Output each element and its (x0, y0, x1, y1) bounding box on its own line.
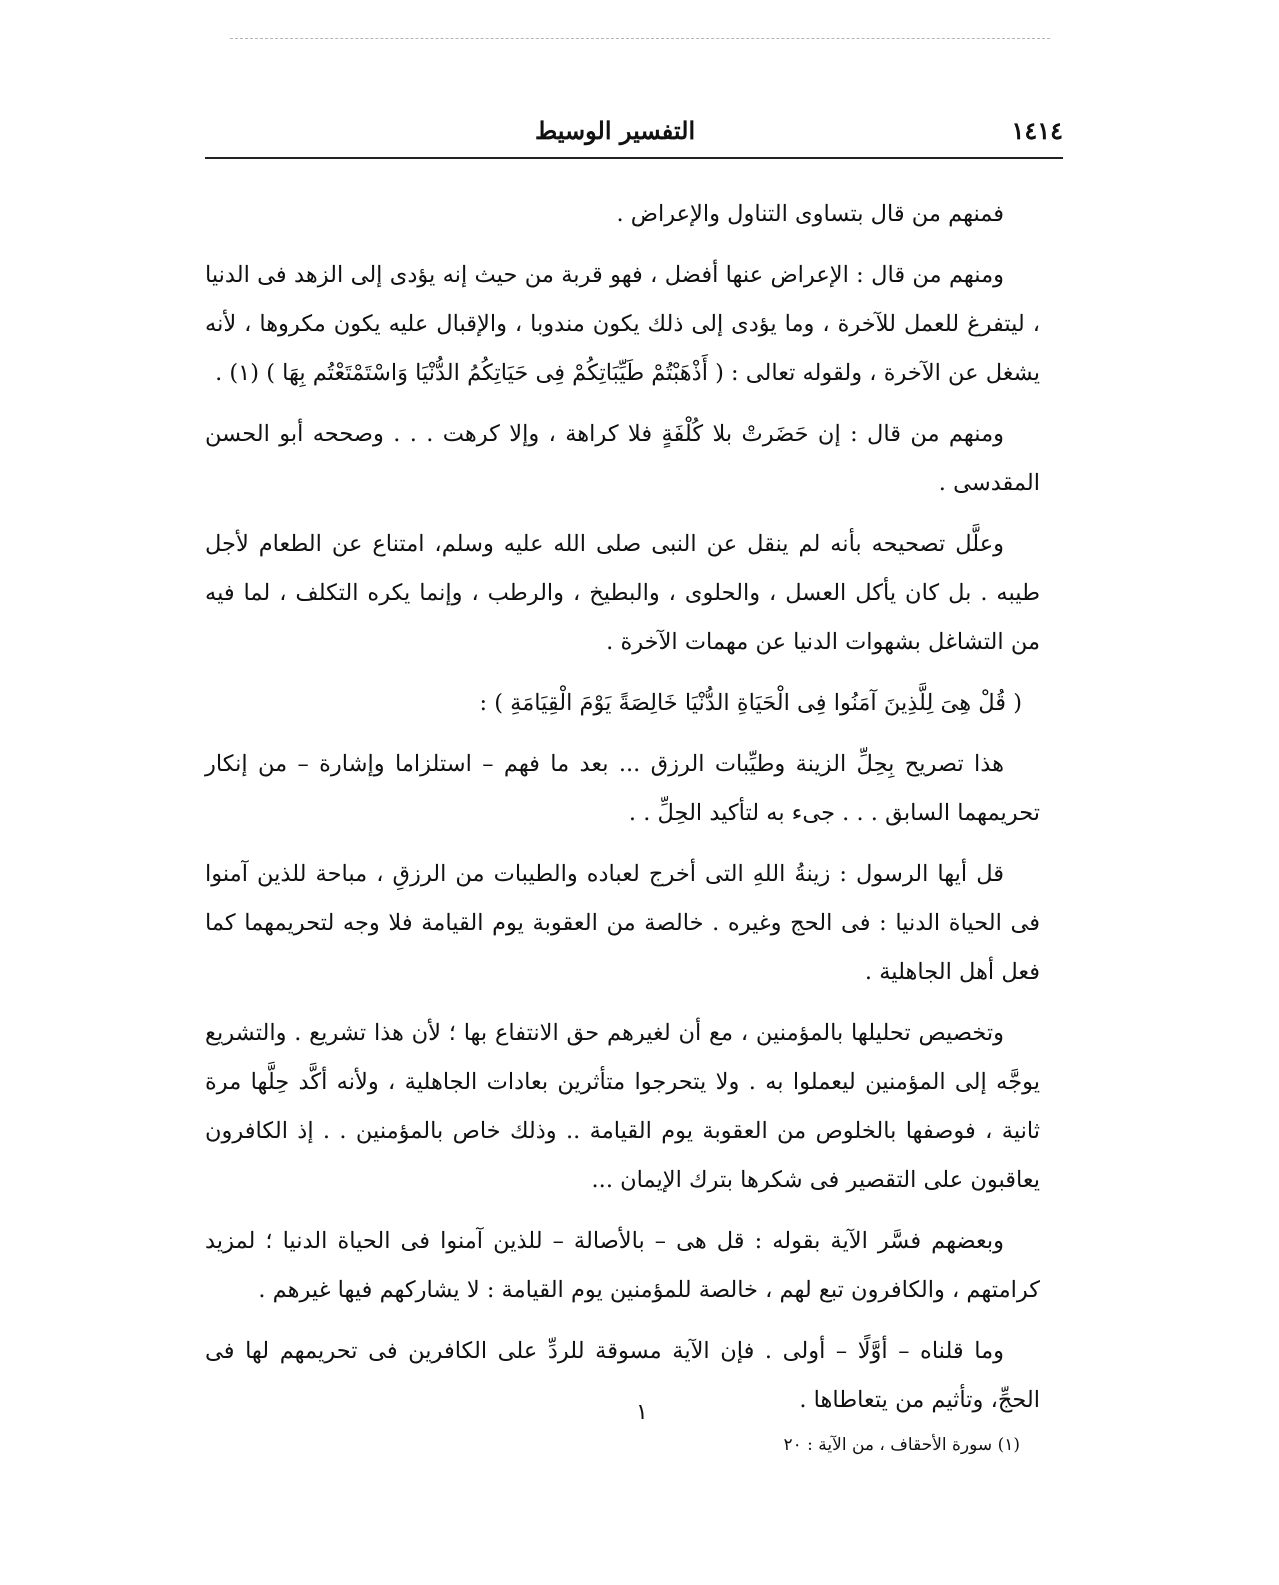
quran-verse: ( قُلْ هِىَ لِلَّذِينَ آمَنُوا فِى الْحَيَاةِ الدُّنْيَا خَالِصَةً يَوْمَ الْقِيَامَةِ ) : (479, 690, 1022, 716)
paragraph: هذا تصريح بِحِلِّ الزينة وطيِّبات الرزق ... بعد ما فهم – استلزاما وإشارة – من إنكار تحريمهما السابق . . . جىء به لتأكيد الحِلِّ . . (205, 751, 1040, 826)
paragraph: ومنهم من قال : إن حَضَرتْ بلا كُلْفَةٍ فلا كراهة ، وإلا كرهت . . . وصححه أبو الحسن المقدسى . (205, 421, 1040, 496)
paragraph: وما قلناه – أوَّلًا – أولى . فإن الآية مسوقة للردِّ على الكافرين فى تحريمهم لها فى الحجِّ، وتأثيم من يتعاطاها . (205, 1338, 1040, 1413)
top-edge-rule (230, 38, 1050, 39)
paragraph: قل أيها الرسول : زينةُ اللهِ التى أخرج لعباده والطيبات من الرزقِ ، مباحة للذين آمنوا فى الحياة الدنيا : فى الحج وغيره . خالصة من العقوبة يوم القيامة فلا وجه لتحريمهما كما فعل أهل الجاهلية . (205, 861, 1040, 985)
paragraph: ومنهم من قال : الإعراض عنها أفضل ، فهو قربة من حيث إنه يؤدى إلى الزهد فى الدنيا ، ليتفرغ للعمل للآخرة ، وما يؤدى إلى ذلك يكون مندوبا ، والإقبال عليه يكون مكروها ، لأنه يشغل عن الآخرة ، ولقوله تعالى : ( أَذْهَبْتُمْ طَيِّبَاتِكُمْ فِى حَيَاتِكُمُ الدُّنْيَا وَاسْتَمْتَعْتُم بِهَا ) (١) . (205, 262, 1040, 386)
paragraph: وعلَّل تصحيحه بأنه لم ينقل عن النبى صلى الله عليه وسلم، امتناع عن الطعام لأجل طيبه . بل كان يأكل العسل ، والحلوى ، والبطيخ ، والرطب ، وإنما يكره التكلف ، لما فيه من التشاغل بشهوات الدنيا عن مهمات الآخرة . (205, 531, 1040, 655)
page-header (205, 116, 1063, 156)
footnote: (١) سورة الأحقاف ، من الآية : ٢٠ (783, 1435, 1020, 1455)
signature-mark: ١ (636, 1400, 648, 1425)
paragraph: وبعضهم فسَّر الآية بقوله : قل هى – بالأصالة – للذين آمنوا فى الحياة الدنيا ؛ لمزيد كرامتهم ، والكافرون تبع لهم ، خالصة للمؤمنين يوم القيامة : لا يشاركهم فيها غيرهم . (205, 1228, 1040, 1303)
paragraph: وتخصيص تحليلها بالمؤمنين ، مع أن لغيرهم حق الانتفاع بها ؛ لأن هذا تشريع . والتشريع يوجَّه إلى المؤمنين ليعملوا به . ولا يتحرجوا متأثرين بعادات الجاهلية ، ولأنه أكَّد حِلَّها مرة ثانية ، فوصفها بالخلوص من العقوبة يوم القيامة .. وذلك خاص بالمؤمنين . . إذ الكافرون يعاقبون على التقصير فى شكرها بترك الإيمان ... (205, 1020, 1040, 1193)
page-number: ١٤١٤ (1011, 116, 1063, 145)
running-title: التفسير الوسيط (535, 116, 696, 145)
body-text (205, 190, 1040, 1437)
paragraph: فمنهم من قال بتساوى التناول والإعراض . (616, 201, 1004, 227)
header-rule (205, 157, 1063, 159)
